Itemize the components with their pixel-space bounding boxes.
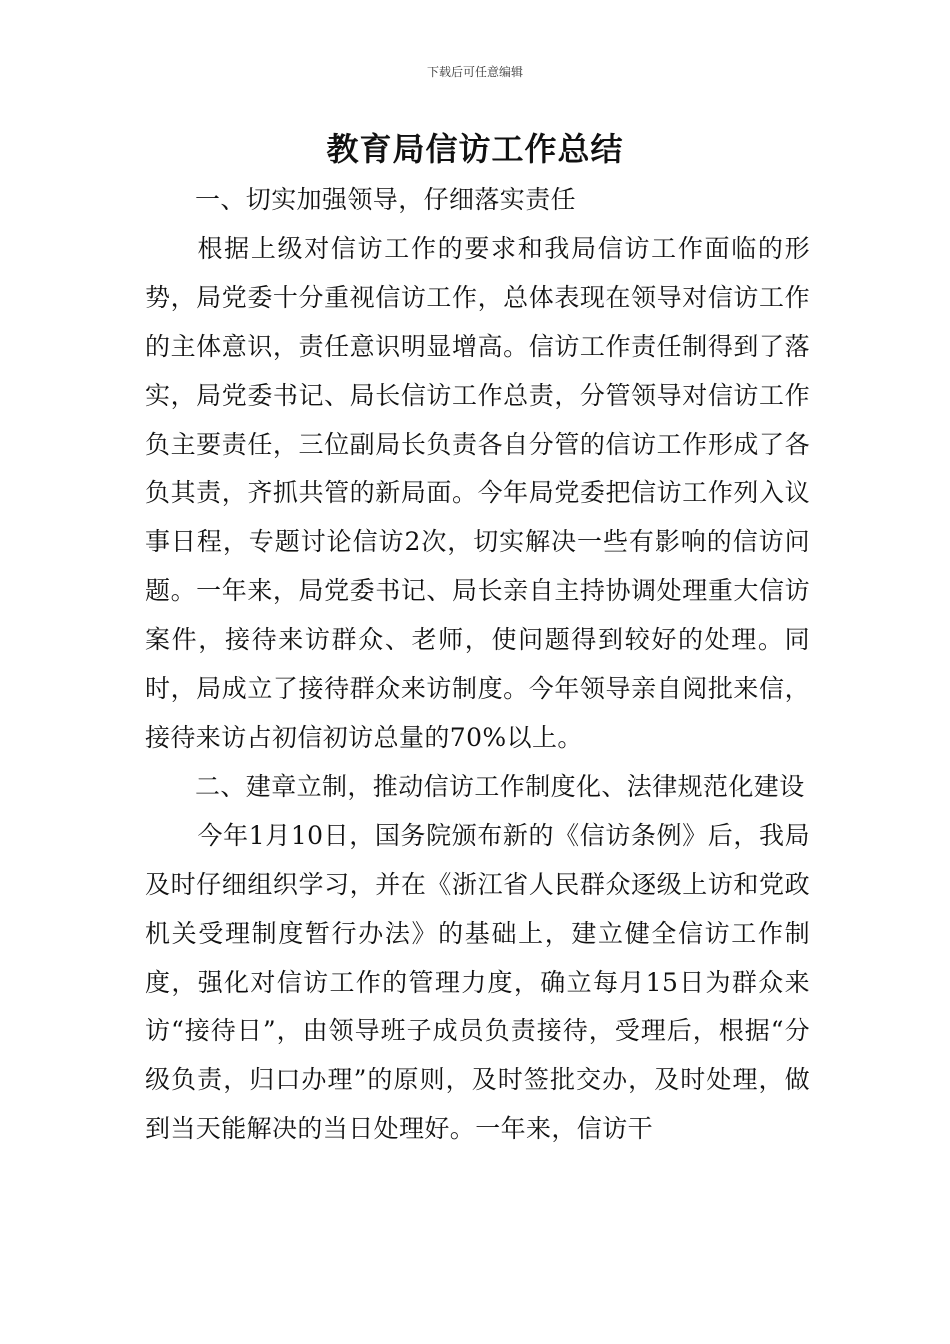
document-body (145, 176, 810, 1154)
section-heading: 一、切实加强领导，仔细落实责任 (195, 185, 577, 214)
document-title: 教育局信访工作总结 (326, 130, 624, 168)
header-note: 下载后可任意编辑 (426, 65, 523, 79)
body-paragraph: 今年1月10日，国务院颁布新的《信访条例》后，我局及时仔细组织学习，并在《浙江省人民群众逐级上访和党政机关受理制度暂行办法》的基础上，建立健全信访工作制度，强化对信访工作的管理力度，确立每月15日为群众来访“接待日”，由领导班子成员负责接待，受理后，根据“分级负责，归口办理”的原则，及时签批交办，及时处理，做到当天能解决的当日处理好。一年来，信访干 (145, 820, 810, 1144)
section-heading: 二、建章立制，推动信访工作制度化、法律规范化建设 (195, 771, 805, 801)
body-paragraph: 根据上级对信访工作的要求和我局信访工作面临的形势，局党委十分重视信访工作，总体表现在领导对信访工作的主体意识，责任意识明显增高。信访工作责任制得到了落实，局党委书记、局长信访工作总责，分管领导对信访工作负主要责任，三位副局长负责各自分管的信访工作形成了各负其责，齐抓共管的新局面。今年局党委把信访工作列入议事日程，专题讨论信访2次，切实解决一些有影响的信访问题。一年来，局党委书记、局长亲自主持协调处理重大信访案件，接待来访群众、老师，使问题得到较好的处理。同时，局成立了接待群众来访制度。今年领导亲自阅批来信，接待来访占初信初访总量的70%以上。 (145, 233, 810, 752)
